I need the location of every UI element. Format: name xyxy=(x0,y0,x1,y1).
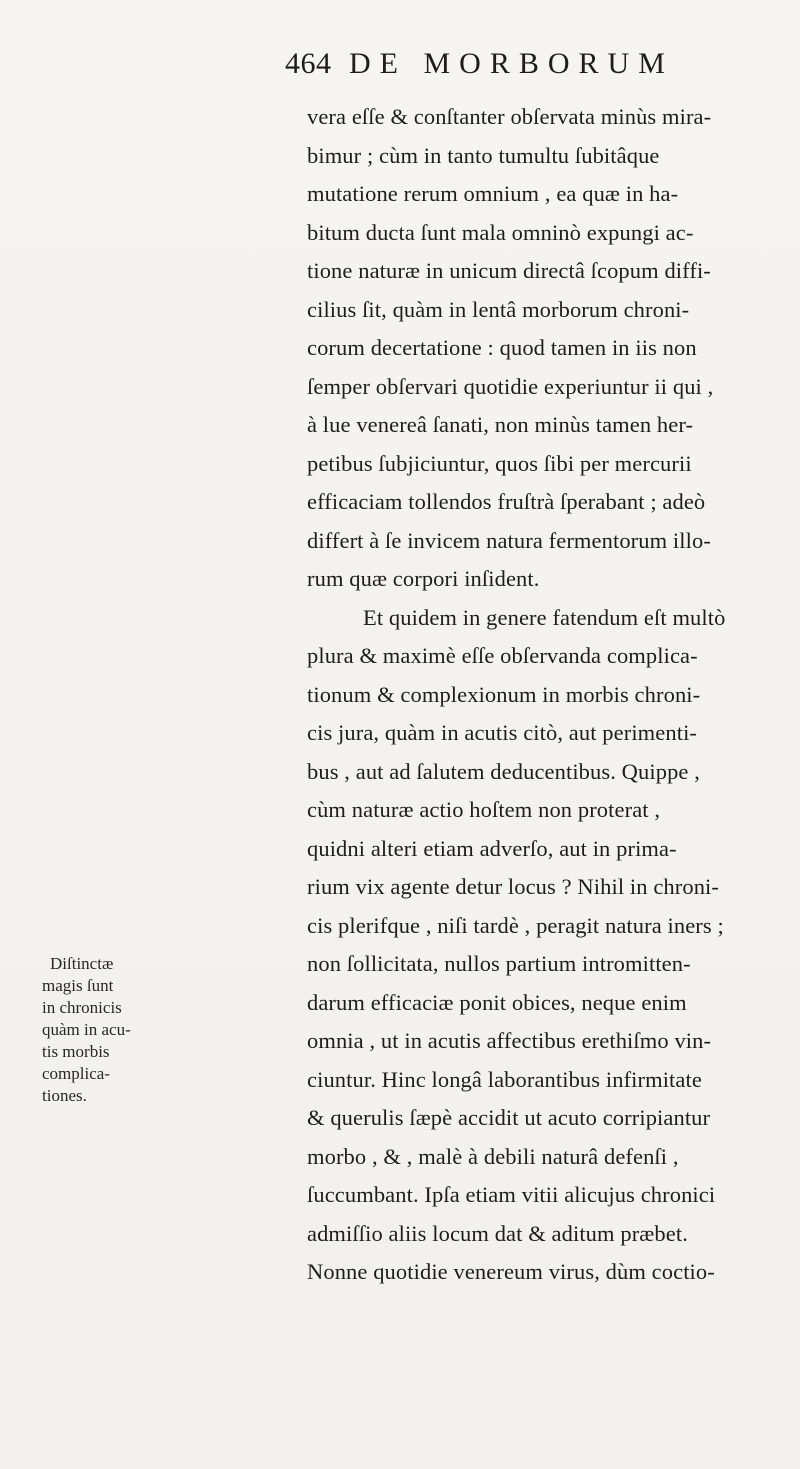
paragraph-start-line: Et quidem in genere fatendum eſt multò xyxy=(363,604,726,630)
text-line: ciuntur. Hinc longâ laborantibus infirmitate xyxy=(307,1066,702,1092)
text-line: differt à ſe invicem natura fermentorum illo- xyxy=(307,527,711,553)
text-line: cis jura, quàm in acutis citò, aut perimenti- xyxy=(307,720,698,745)
text-line: non ſollicitata, nullos partium intromitten- xyxy=(307,951,691,976)
text-line: vera eſſe & conſtanter obſervata minùs mira- xyxy=(307,104,712,129)
marginal-note-line: Diſtinctæ xyxy=(50,954,114,973)
main-text-block xyxy=(307,98,767,1292)
text-line: mutatione rerum omnium , ea quæ in ha- xyxy=(307,181,679,206)
marginal-note-line: tiones. xyxy=(42,1086,87,1105)
text-line: bitum ducta ſunt mala omninò expungi ac- xyxy=(307,219,694,245)
marginal-note-line: quàm in acu- xyxy=(42,1020,131,1039)
text-line: rium vix agente detur locus ? Nihil in chroni- xyxy=(307,874,719,899)
marginal-note-line: complica- xyxy=(42,1064,110,1083)
text-line: ſemper obſervari quotidie experiuntur ii qui , xyxy=(307,373,714,399)
marginal-note xyxy=(42,953,232,1107)
text-line: omnia , ut in acutis affectibus erethiſmo vin- xyxy=(307,1028,712,1053)
marginal-note-line: tis morbis xyxy=(42,1042,110,1061)
text-line: rum quæ corpori inſident. xyxy=(307,566,540,591)
text-line: cùm naturæ actio hoſtem non proterat , xyxy=(307,797,661,822)
text-line: à lue venereâ ſanati, non minùs tamen her- xyxy=(307,412,694,437)
text-line: admiſſio aliis locum dat & aditum præbet. xyxy=(307,1220,688,1246)
text-line: tione naturæ in unicum directâ ſcopum diffi- xyxy=(307,258,711,283)
text-line: tionum & complexionum in morbis chroni- xyxy=(307,681,701,707)
text-line: darum efficaciæ ponit obices, neque enim xyxy=(307,989,687,1015)
marginal-note-line: in chronicis xyxy=(42,998,122,1017)
page-number: 464 xyxy=(285,47,332,80)
text-line: plura & maximè eſſe obſervanda complica- xyxy=(307,643,698,668)
text-line: quidni alteri etiam adverſo, aut in prima- xyxy=(307,835,677,861)
text-line: cis plerifque , niſi tardè , peragit natura iners ; xyxy=(307,912,724,938)
text-line: ſuccumbant. Ipſa etiam vitii alicujus chronici xyxy=(307,1182,716,1207)
text-line: & querulis ſæpè accidit ut acuto corripiantur xyxy=(307,1105,711,1130)
running-head: DE MORBORUM xyxy=(349,47,674,80)
text-line: cilius ſit, quàm in lentâ morborum chroni- xyxy=(307,296,690,322)
text-line: morbo , & , malè à debili naturâ defenſi , xyxy=(307,1143,679,1169)
text-line: bimur ; cùm in tanto tumultu ſubitâque xyxy=(307,142,660,168)
text-line: efficaciam tollendos fruſtrà ſperabant ; adeò xyxy=(307,489,706,514)
text-line: Nonne quotidie venereum virus, dùm coctio- xyxy=(307,1259,715,1284)
page-header xyxy=(285,44,755,84)
text-line: bus , aut ad ſalutem deducentibus. Quippe , xyxy=(307,758,700,784)
text-line: petibus ſubjiciuntur, quos ſibi per mercurii xyxy=(307,450,692,476)
text-line: corum decertatione : quod tamen in iis non xyxy=(307,335,697,360)
marginal-note-line: magis ſunt xyxy=(42,976,114,995)
